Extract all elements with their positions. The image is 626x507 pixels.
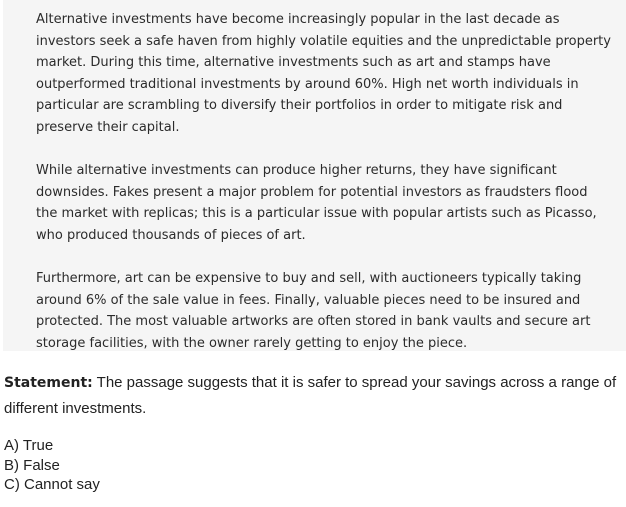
option-true[interactable]: A) True [4, 437, 54, 454]
option-false[interactable]: B) False [4, 456, 60, 474]
statement [4, 370, 620, 421]
statement-text: The passage suggests that it is safer to spread your savings across a range of different investments. [4, 374, 617, 417]
passage-paragraph-2: While alternative investments can produce higher returns, they have significant downsides. Fakes present a major problem for potential investors as fraudsters flood the market with replicas; this is a particular issue with popular artists such as Picasso, who produced thousands of pieces of art. [36, 163, 597, 243]
passage-paragraph-1: Alternative investments have become increasingly popular in the last decade as investors seek a safe haven from highly volatile equities and the unpredictable property market. During this time, alternative investments such as art and stamps have outperformed traditional investments by around 60%. High net worth individuals in particular are scrambling to diversify their portfolios in order to mitigate risk and preserve their capital. [36, 12, 611, 135]
passage-box [3, 0, 626, 351]
option-cannot-say[interactable]: C) Cannot say [4, 476, 100, 493]
statement-label: Statement: [4, 375, 93, 391]
passage-paragraph-3: Furthermore, art can be expensive to buy and sell, with auctioneers typically taking around 6% of the sale value in fees. Finally, valuable pieces need to be insured and protected. The most valuable artworks are often stored in bank vaults and secure art storage facilities, with the owner rarely getting to enjoy the piece. [36, 271, 591, 351]
answer-options [4, 436, 100, 495]
